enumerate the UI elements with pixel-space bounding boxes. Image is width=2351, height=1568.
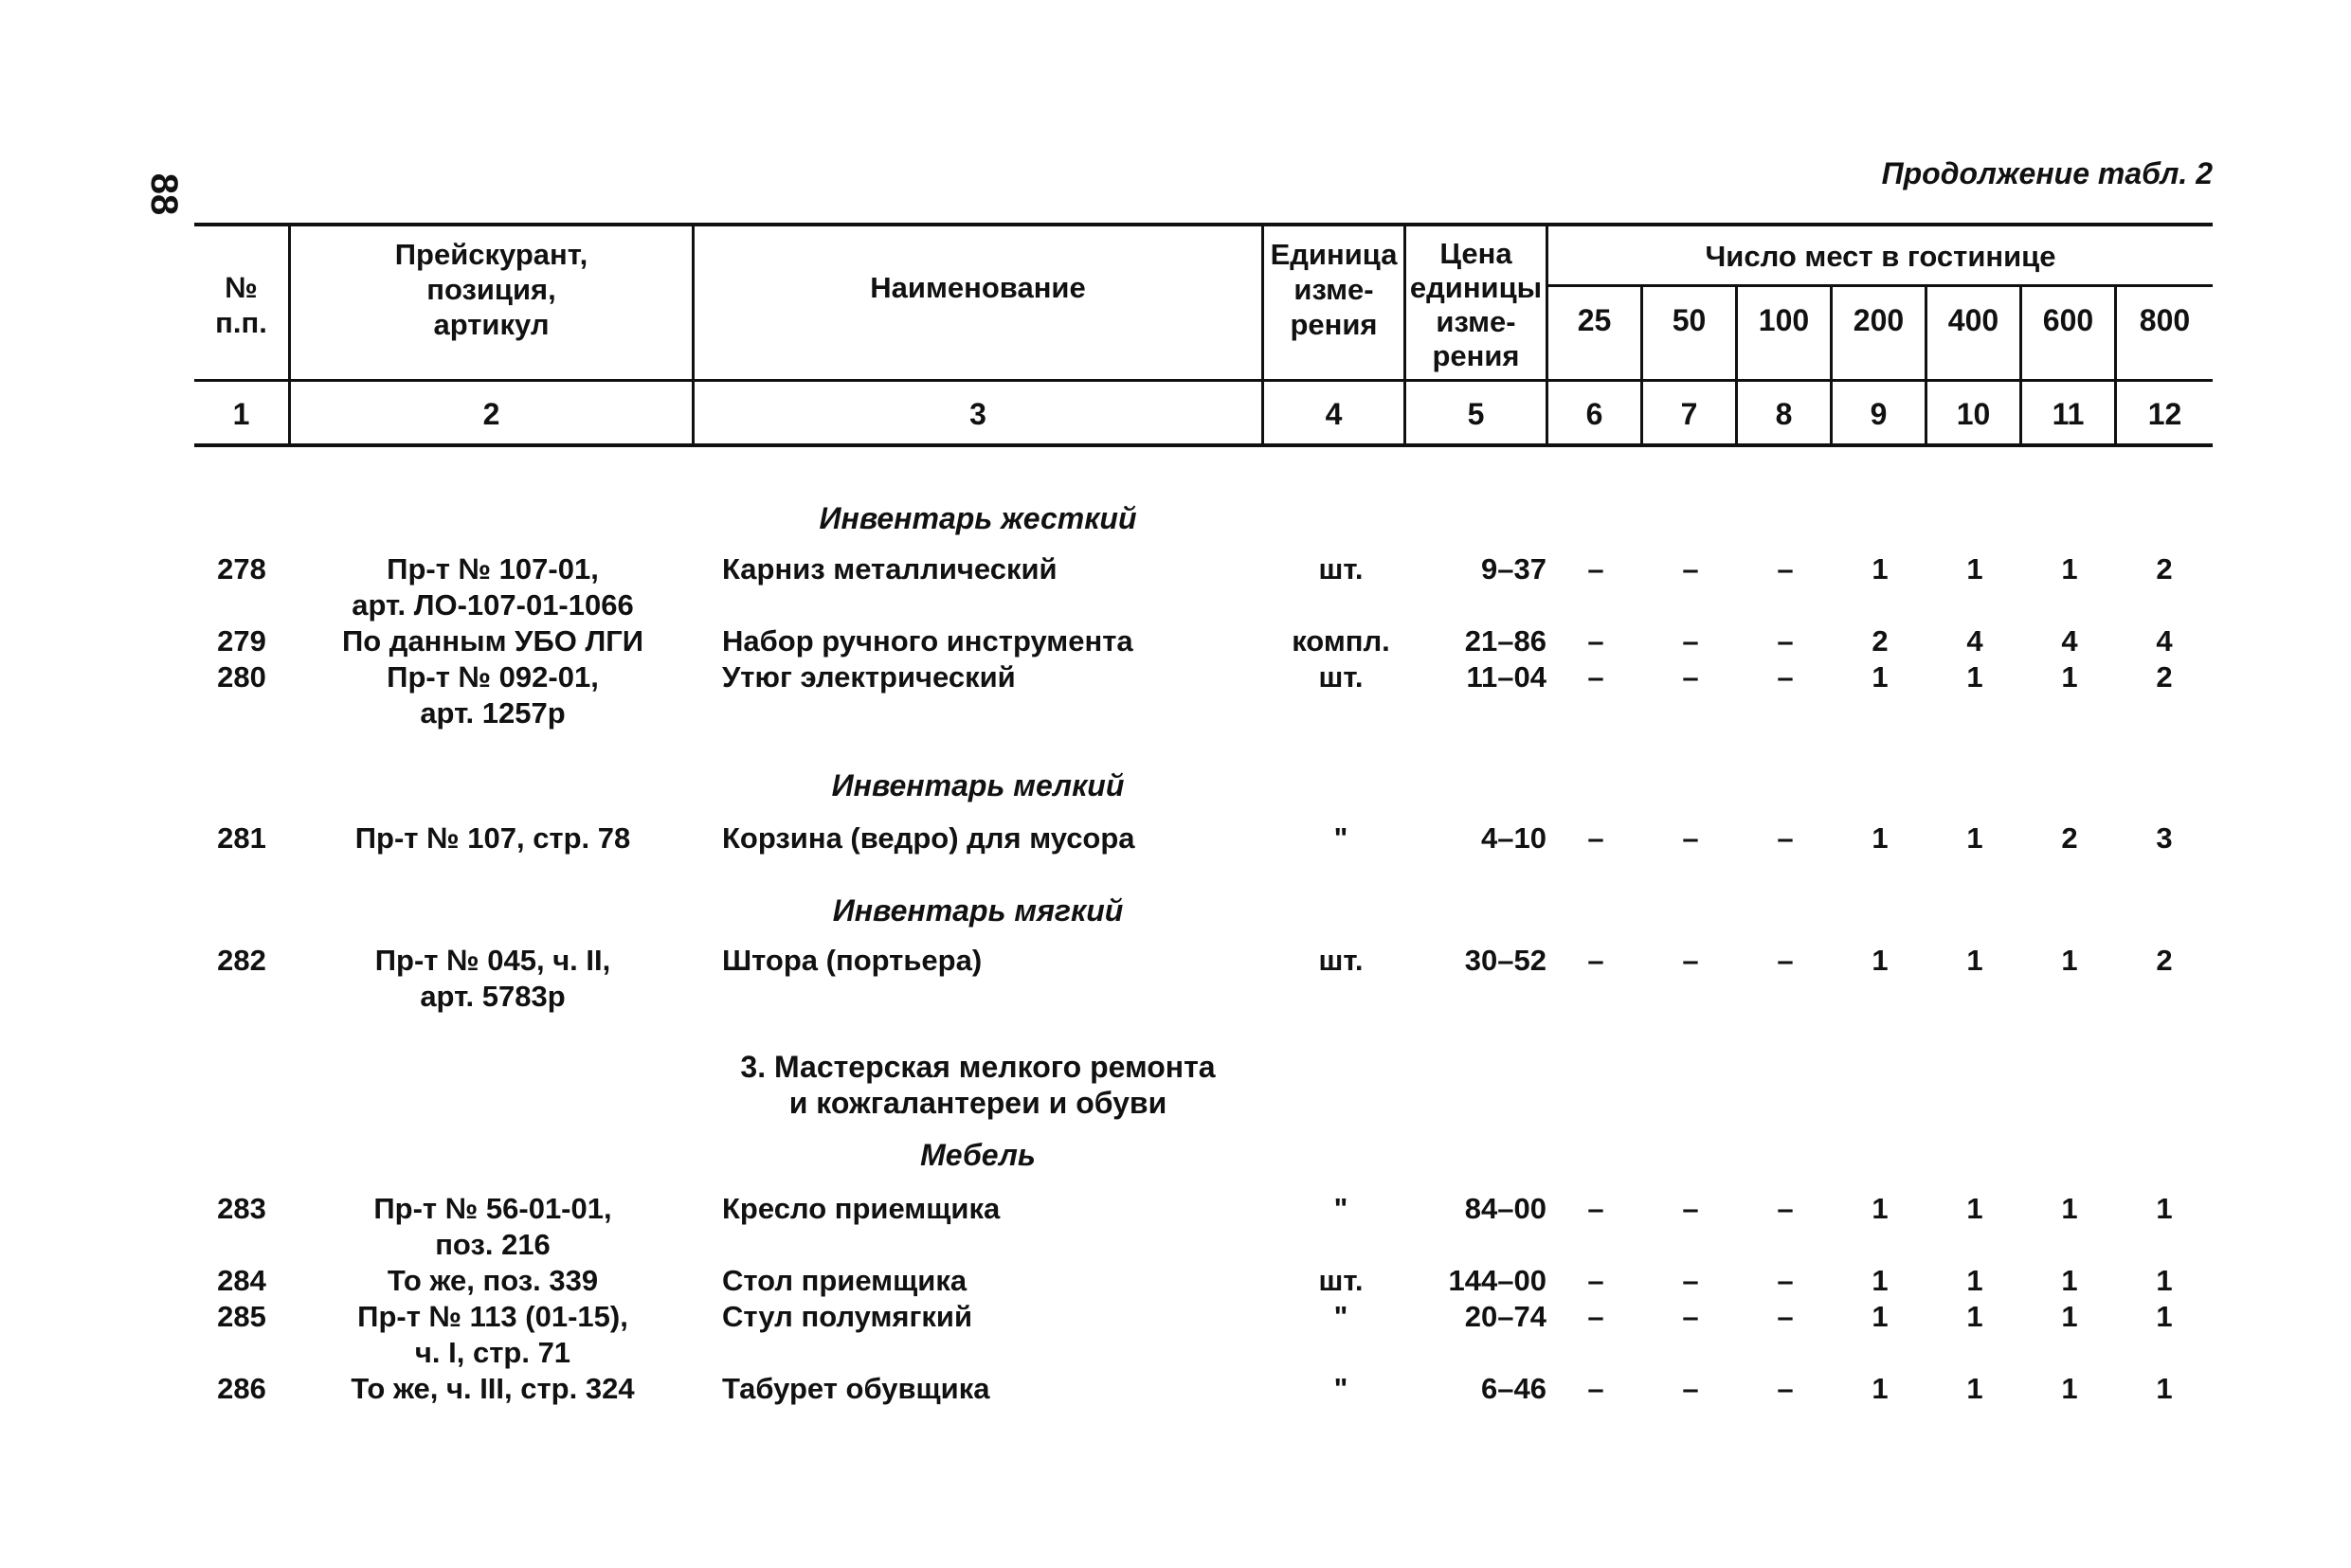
row-ref: Пр-т № 56-01-01, xyxy=(373,1192,612,1225)
row-qty: – xyxy=(1777,1264,1794,1297)
row-unit: шт. xyxy=(1318,944,1364,977)
row-unit: " xyxy=(1333,1300,1348,1333)
row-price: 30–52 xyxy=(1464,944,1546,977)
row-qty: 3 xyxy=(2156,821,2173,855)
row-qty: 1 xyxy=(1872,821,1889,855)
row-num: 278 xyxy=(217,552,266,586)
row-qty: 1 xyxy=(1872,1192,1889,1225)
places-subheader-rule xyxy=(1546,284,2213,287)
places-25: 25 xyxy=(1577,303,1612,337)
row-ref: То же, ч. III, стр. 324 xyxy=(351,1372,635,1405)
row-name: Стул полумягкий xyxy=(722,1300,973,1333)
header-price: Цена единицы изме- рения xyxy=(1409,237,1543,372)
row-qty: – xyxy=(1587,1264,1604,1297)
row-qty: 1 xyxy=(1872,1300,1889,1333)
row-qty: 1 xyxy=(2061,944,2078,977)
places-800: 800 xyxy=(2139,303,2191,337)
header-top-rule xyxy=(194,223,2213,226)
page-number: 88 xyxy=(143,172,185,216)
row-qty: 1 xyxy=(1872,552,1889,586)
row-qty: 2 xyxy=(1872,624,1889,658)
col-number: 1 xyxy=(232,397,250,431)
row-qty: 1 xyxy=(2061,1264,2078,1297)
row-ref: ч. I, стр. 71 xyxy=(414,1336,571,1369)
col-number: 4 xyxy=(1325,397,1343,431)
row-qty: – xyxy=(1587,821,1604,855)
row-unit: шт. xyxy=(1318,552,1364,586)
row-qty: – xyxy=(1682,821,1699,855)
continuation-label: Продолжение табл. 2 xyxy=(1881,156,2213,190)
row-qty: 1 xyxy=(2156,1192,2173,1225)
col-number: 7 xyxy=(1680,397,1698,431)
row-qty: – xyxy=(1777,944,1794,977)
row-qty: 1 xyxy=(1966,1372,1983,1405)
row-ref: Пр-т № 113 (01-15), xyxy=(357,1300,628,1333)
row-qty: – xyxy=(1587,1300,1604,1333)
row-qty: 1 xyxy=(2156,1372,2173,1405)
row-qty: 1 xyxy=(2156,1300,2173,1333)
row-qty: – xyxy=(1682,1372,1699,1405)
row-unit: компл. xyxy=(1292,624,1390,658)
row-ref: поз. 216 xyxy=(435,1228,551,1261)
row-ref: Пр-т № 107-01, xyxy=(387,552,599,586)
row-qty: 1 xyxy=(2061,1300,2078,1333)
row-price: 21–86 xyxy=(1464,624,1546,658)
row-qty: 1 xyxy=(1966,1264,1983,1297)
places-200: 200 xyxy=(1853,303,1905,337)
header-bottom-rule xyxy=(194,443,2213,447)
col-number: 6 xyxy=(1585,397,1603,431)
row-num: 282 xyxy=(217,944,266,977)
row-qty: – xyxy=(1682,552,1699,586)
row-ref: Пр-т № 092-01, xyxy=(387,660,599,694)
row-price: 84–00 xyxy=(1464,1192,1546,1225)
row-qty: 1 xyxy=(1872,944,1889,977)
row-num: 280 xyxy=(217,660,266,694)
section-title: Инвентарь мягкий xyxy=(832,893,1124,928)
row-qty: 2 xyxy=(2156,944,2173,977)
row-name: Утюг электрический xyxy=(722,660,1016,694)
header-num: № п.п. xyxy=(215,271,267,339)
row-qty: 4 xyxy=(1966,624,1983,658)
row-qty: – xyxy=(1682,624,1699,658)
section-title: и кожгалантереи и обуви xyxy=(788,1086,1167,1120)
col-number: 10 xyxy=(1956,397,1991,431)
row-ref: По данным УБО ЛГИ xyxy=(341,624,644,658)
row-qty: – xyxy=(1587,1192,1604,1225)
row-qty: – xyxy=(1777,1192,1794,1225)
row-qty: – xyxy=(1682,660,1699,694)
row-qty: – xyxy=(1587,624,1604,658)
row-price: 144–00 xyxy=(1448,1264,1546,1297)
row-name: Набор ручного инструмента xyxy=(722,624,1133,658)
row-qty: – xyxy=(1777,1300,1794,1333)
header-unit: Единица изме- рения xyxy=(1270,238,1398,341)
header-places: Число мест в гостинице xyxy=(1705,240,2056,273)
row-num: 286 xyxy=(217,1372,266,1405)
row-qty: – xyxy=(1587,660,1604,694)
row-qty: 1 xyxy=(2061,1372,2078,1405)
row-qty: 1 xyxy=(1966,660,1983,694)
row-qty: 2 xyxy=(2156,660,2173,694)
row-qty: – xyxy=(1587,552,1604,586)
col-number: 3 xyxy=(969,397,986,431)
row-qty: – xyxy=(1777,552,1794,586)
row-num: 283 xyxy=(217,1192,266,1225)
row-qty: 1 xyxy=(1966,821,1983,855)
section-title: Инвентарь жесткий xyxy=(819,501,1137,535)
row-qty: – xyxy=(1777,624,1794,658)
row-qty: 1 xyxy=(1966,552,1983,586)
row-price: 6–46 xyxy=(1481,1372,1546,1405)
places-600: 600 xyxy=(2042,303,2094,337)
row-qty: 1 xyxy=(2061,660,2078,694)
row-unit: шт. xyxy=(1318,1264,1364,1297)
row-num: 284 xyxy=(217,1264,266,1297)
row-qty: – xyxy=(1682,1192,1699,1225)
col-number: 11 xyxy=(2052,397,2085,431)
row-qty: 2 xyxy=(2156,552,2173,586)
row-name: Штора (портьера) xyxy=(722,944,983,977)
places-100: 100 xyxy=(1758,303,1810,337)
col-number: 12 xyxy=(2147,397,2182,431)
col-number: 5 xyxy=(1467,397,1485,431)
row-ref: То же, поз. 339 xyxy=(387,1264,599,1297)
header-name: Наименование xyxy=(870,271,1086,304)
row-unit: шт. xyxy=(1318,660,1364,694)
row-qty: 1 xyxy=(1872,1264,1889,1297)
row-ref: арт. ЛО-107-01-1066 xyxy=(352,588,634,622)
row-qty: 1 xyxy=(2061,1192,2078,1225)
row-num: 279 xyxy=(217,624,266,658)
row-unit: " xyxy=(1333,1372,1348,1405)
row-qty: – xyxy=(1777,821,1794,855)
row-qty: – xyxy=(1682,944,1699,977)
col-number: 8 xyxy=(1775,397,1793,431)
row-qty: 1 xyxy=(1966,1300,1983,1333)
row-price: 9–37 xyxy=(1481,552,1546,586)
row-price: 4–10 xyxy=(1481,821,1546,855)
row-qty: 1 xyxy=(1872,1372,1889,1405)
row-price: 11–04 xyxy=(1466,660,1546,694)
row-unit: " xyxy=(1333,821,1348,855)
section-title: Инвентарь мелкий xyxy=(831,768,1125,802)
row-qty: – xyxy=(1587,1372,1604,1405)
row-ref: Пр-т № 045, ч. II, xyxy=(374,944,611,977)
row-qty: 2 xyxy=(2061,821,2078,855)
header-mid-rule xyxy=(194,379,2213,382)
row-unit: " xyxy=(1333,1192,1348,1225)
row-qty: 1 xyxy=(2061,552,2078,586)
row-qty: 4 xyxy=(2156,624,2173,658)
row-qty: 1 xyxy=(2156,1264,2173,1297)
row-name: Кресло приемщика xyxy=(722,1192,1001,1225)
row-ref: Пр-т № 107, стр. 78 xyxy=(354,821,631,855)
row-name: Карниз металлический xyxy=(722,552,1058,586)
header-price-list: Прейскурант, позиция, артикул xyxy=(394,238,588,341)
section-title: 3. Мастерская мелкого ремонта xyxy=(740,1050,1216,1084)
row-num: 281 xyxy=(217,821,266,855)
row-qty: – xyxy=(1777,1372,1794,1405)
row-name: Табурет обувщика xyxy=(722,1372,990,1405)
row-num: 285 xyxy=(217,1300,266,1333)
col-number: 9 xyxy=(1870,397,1888,431)
places-50: 50 xyxy=(1672,303,1707,337)
row-qty: – xyxy=(1587,944,1604,977)
section-title: Мебель xyxy=(920,1138,1036,1172)
row-ref: арт. 5783р xyxy=(420,980,566,1013)
row-qty: – xyxy=(1682,1300,1699,1333)
row-qty: – xyxy=(1777,660,1794,694)
row-name: Корзина (ведро) для мусора xyxy=(722,821,1135,855)
col-number: 2 xyxy=(482,397,500,431)
row-qty: – xyxy=(1682,1264,1699,1297)
row-ref: арт. 1257р xyxy=(420,696,566,730)
row-qty: 1 xyxy=(1872,660,1889,694)
row-name: Стол приемщика xyxy=(722,1264,968,1297)
row-price: 20–74 xyxy=(1464,1300,1546,1333)
row-qty: 1 xyxy=(1966,944,1983,977)
row-qty: 1 xyxy=(1966,1192,1983,1225)
places-400: 400 xyxy=(1947,303,1999,337)
row-qty: 4 xyxy=(2061,624,2078,658)
